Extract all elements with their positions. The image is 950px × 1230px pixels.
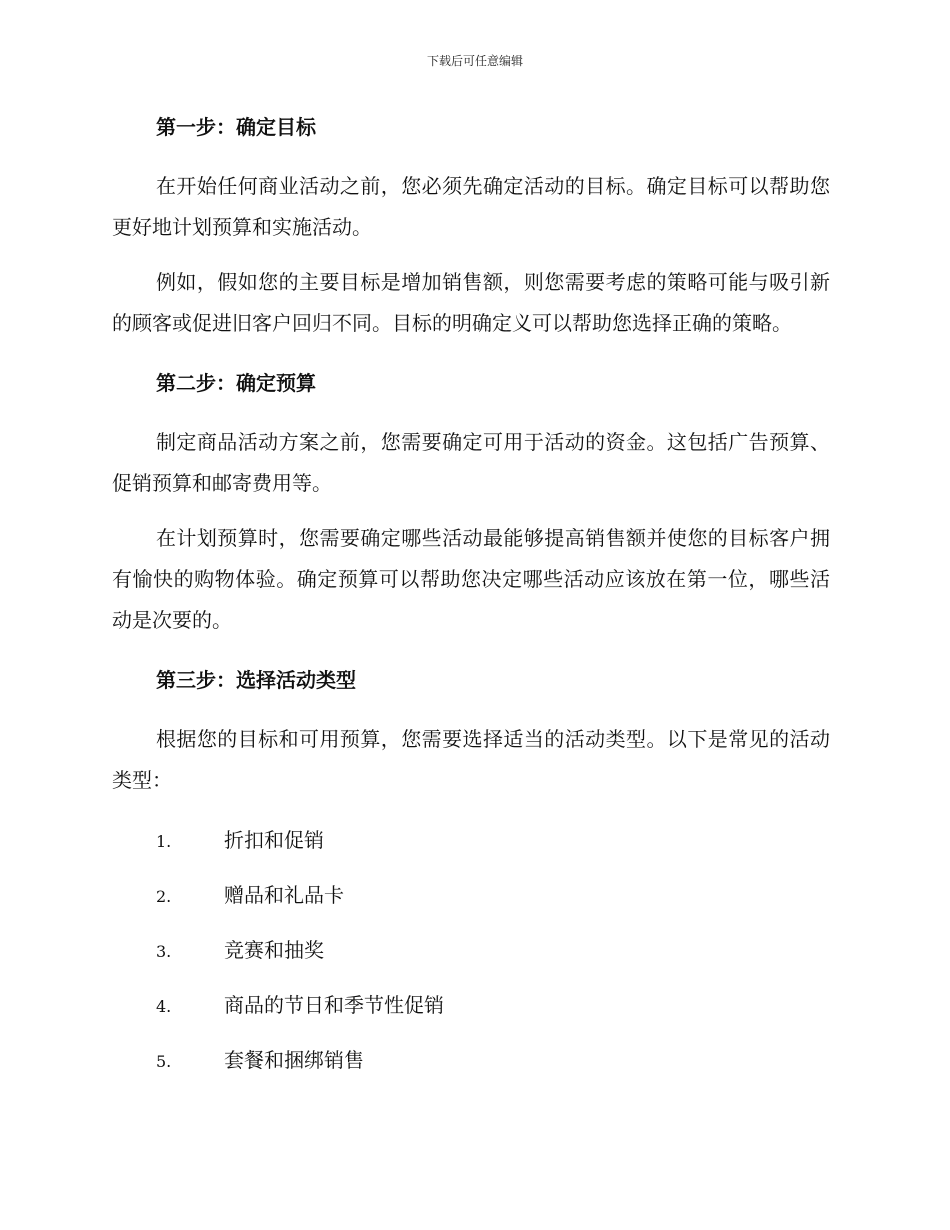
list-item: [112, 1045, 830, 1100]
list-item: [112, 880, 830, 935]
paragraph-step2-1: 制定商品活动方案之前，您需要确定可用于活动的资金。这包括广告预算、促销预算和邮寄费用等。: [112, 430, 830, 495]
section-heading-step1: 第一步：确定目标: [156, 115, 316, 139]
list-item-number: 5.: [156, 1052, 172, 1071]
paragraph-step1-2: 例如，假如您的主要目标是增加销售额，则您需要考虑的策略可能与吸引新的顾客或促进旧客户回归不同。目标的明确定义可以帮助您选择正确的策略。: [112, 270, 830, 335]
list-item: [112, 825, 830, 880]
page-header: 下载后可任意编辑: [426, 54, 523, 68]
list-item-number: 3.: [156, 942, 172, 961]
list-item-text: 竞赛和抽奖: [224, 938, 324, 962]
list-item-text: 赠品和礼品卡: [224, 883, 344, 907]
list-item-text: 套餐和捆绑销售: [224, 1048, 364, 1072]
section-heading-step2: 第二步：确定预算: [156, 371, 316, 395]
paragraph-step1-1: 在开始任何商业活动之前，您必须先确定活动的目标。确定目标可以帮助您更好地计划预算和实施活动。: [112, 174, 830, 239]
paragraph-step2-2: 在计划预算时，您需要确定哪些活动最能够提高销售额并使您的目标客户拥有愉快的购物体验。确定预算可以帮助您决定哪些活动应该放在第一位，哪些活动是次要的。: [112, 526, 830, 632]
activity-type-list: [112, 825, 830, 1100]
list-item-number: 2.: [156, 887, 172, 906]
document-body: [112, 112, 830, 1100]
list-item: [112, 935, 830, 990]
list-item-text: 商品的节日和季节性促销: [224, 993, 444, 1017]
list-item-number: 1.: [156, 832, 172, 851]
list-item-text: 折扣和促销: [224, 828, 324, 852]
paragraph-step3-1: 根据您的目标和可用预算，您需要选择适当的活动类型。以下是常见的活动类型：: [112, 727, 830, 792]
section-heading-step3: 第三步：选择活动类型: [156, 668, 356, 692]
list-item-number: 4.: [156, 997, 172, 1016]
list-item: [112, 990, 830, 1045]
